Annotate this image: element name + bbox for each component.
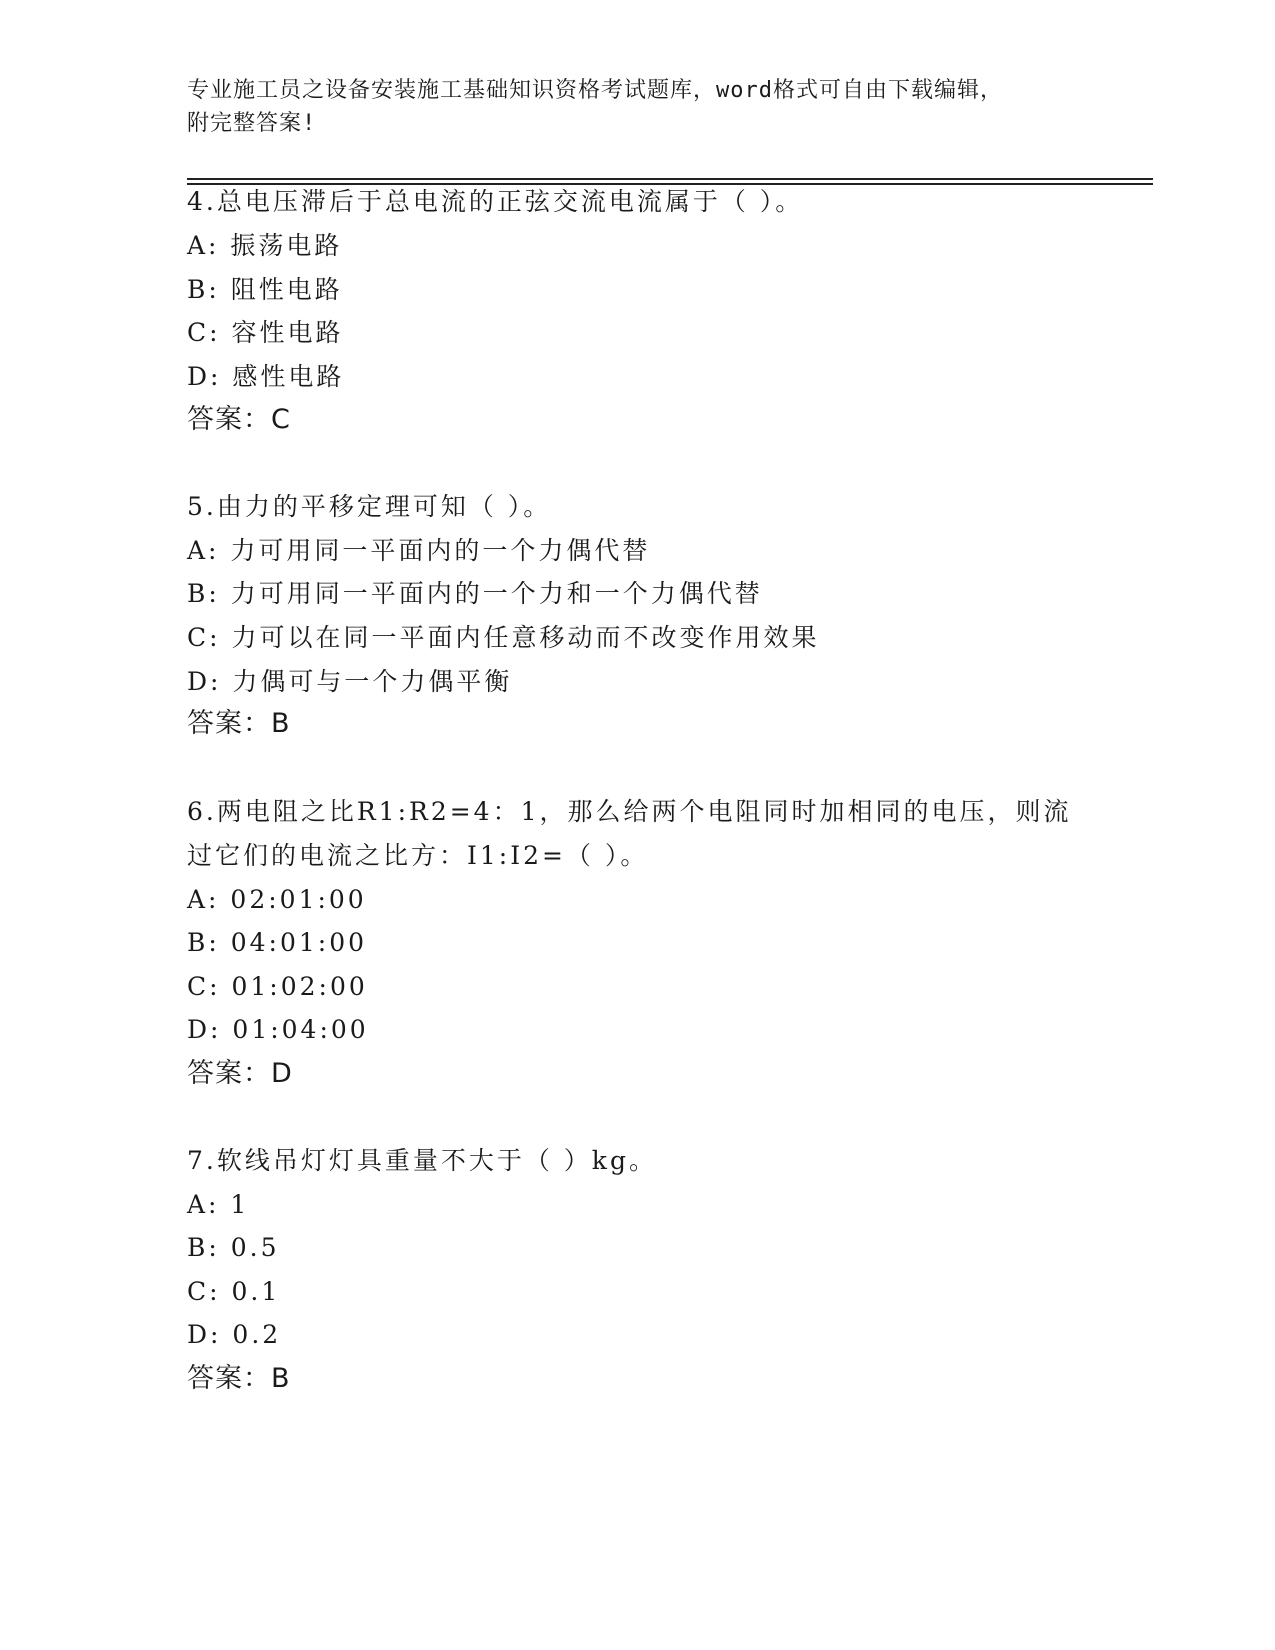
- option-b: B: 阻性电路: [187, 275, 343, 304]
- answer: 答案：B: [187, 708, 291, 739]
- question-stem: 4.总电压滞后于总电流的正弦交流电流属于（ ）。: [187, 187, 804, 216]
- answer: 答案：B: [187, 1363, 291, 1394]
- option-a: A: 1: [187, 1190, 250, 1219]
- option-c: C: 容性电路: [187, 318, 344, 347]
- option-c: C: 0.1: [187, 1277, 281, 1306]
- option-c: C: 01:02:00: [187, 972, 368, 1001]
- option-b: B: 04:01:00: [187, 928, 368, 957]
- header-divider-bottom: [187, 183, 1153, 185]
- header-line-1: 专业施工员之设备安装施工基础知识资格考试题库，word格式可自由下载编辑，: [187, 78, 1003, 103]
- option-d: D: 01:04:00: [187, 1015, 369, 1044]
- option-b: B: 力可用同一平面内的一个力和一个力偶代替: [187, 579, 763, 608]
- option-a: A: 力可用同一平面内的一个力偶代替: [187, 536, 651, 565]
- question-stem-line-1: 6.两电阻之比R1:R2=4：1，那么给两个电阻同时加相同的电压，则流: [187, 797, 1072, 826]
- option-a: A: 02:01:00: [187, 885, 367, 914]
- answer: 答案：C: [187, 404, 291, 435]
- option-d: D: 力偶可与一个力偶平衡: [187, 667, 513, 696]
- question-stem: 5.由力的平移定理可知（ ）。: [187, 492, 552, 521]
- header-divider-top: [187, 178, 1153, 180]
- document-header: [187, 74, 1067, 140]
- option-a: A: 振荡电路: [187, 231, 343, 260]
- option-b: B: 0.5: [187, 1233, 280, 1262]
- question-stem: 7.软线吊灯灯具重量不大于（ ）kg。: [187, 1146, 657, 1175]
- answer: 答案：D: [187, 1058, 293, 1089]
- option-c: C: 力可以在同一平面内任意移动而不改变作用效果: [187, 623, 820, 652]
- header-line-2: 附完整答案!: [187, 111, 317, 136]
- question-stem-line-2: 过它们的电流之比方：I1:I2=（ ）。: [187, 841, 649, 870]
- option-d: D: 0.2: [187, 1320, 282, 1349]
- option-d: D: 感性电路: [187, 362, 345, 391]
